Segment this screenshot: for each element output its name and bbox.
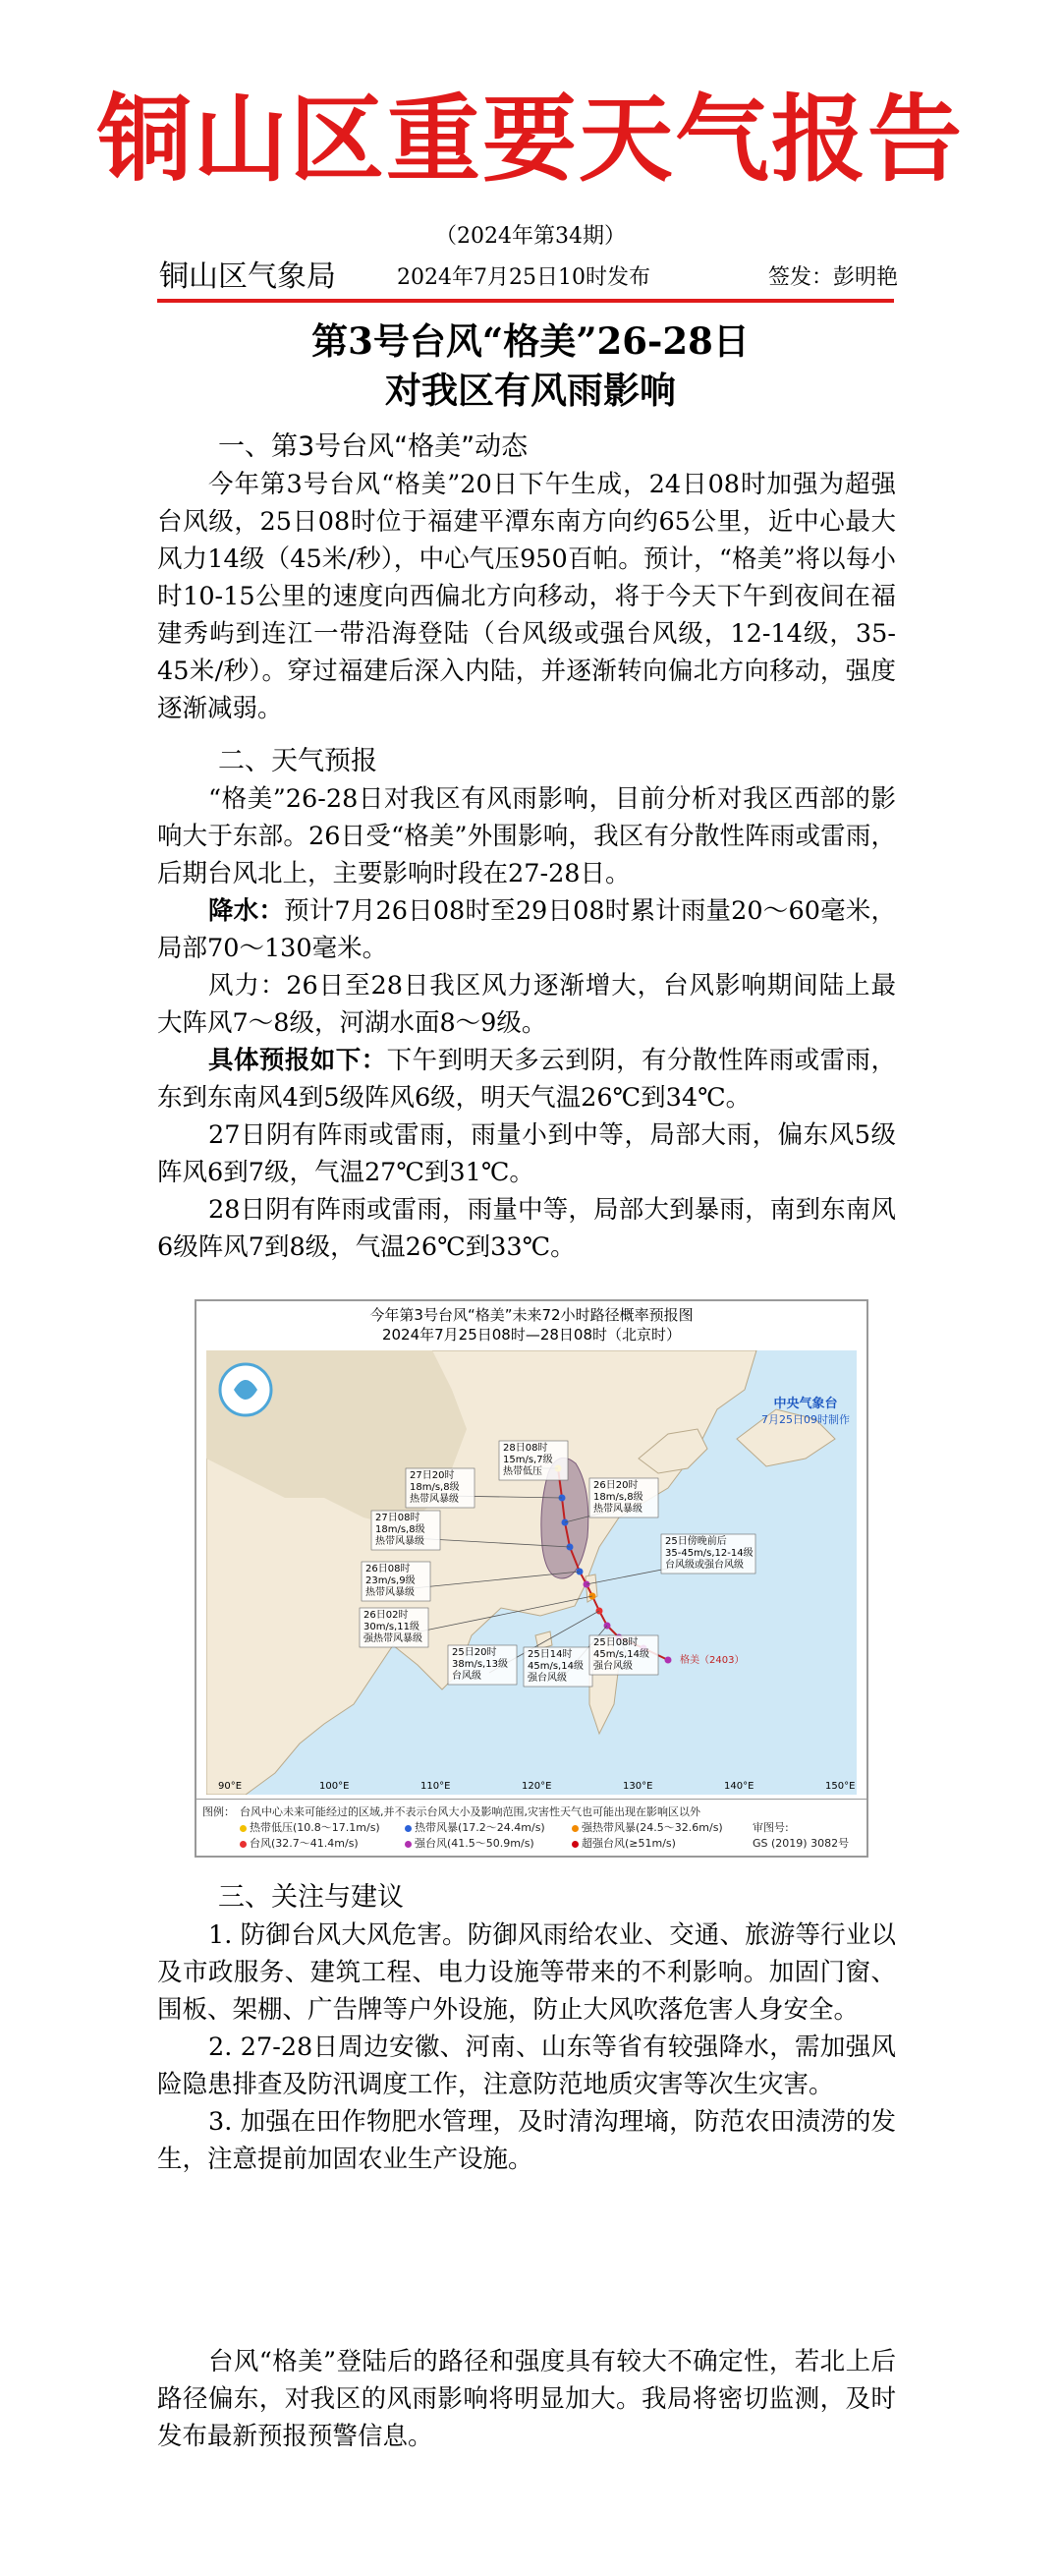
forecast-label-text: 强热带风暴级 xyxy=(363,1633,422,1644)
legend-item-sts: 强热带风暴(24.5～32.6m/s) xyxy=(572,1821,723,1835)
map-producer-name: 中央气象台 xyxy=(773,1397,838,1411)
forecast-label-text: 45m/s,14级 xyxy=(528,1661,584,1672)
longitude-tick-label: 90°E xyxy=(218,1781,243,1792)
wind-label: 风力： xyxy=(208,971,287,1001)
longitude-tick-label: 130°E xyxy=(623,1781,653,1792)
legend-cone-note: 台风中心未来可能经过的区域,并不表示台风大小及影响范围,灾害性天气也可能出现在影响区以外 xyxy=(240,1805,700,1818)
forecast-label-text: 台风级 xyxy=(452,1671,481,1682)
section-advice xyxy=(157,1879,896,2178)
forecast-label-text: 45m/s,14级 xyxy=(593,1649,649,1660)
typhoon-track-map xyxy=(195,1299,868,1858)
wind-text: 26日至28日我区风力逐渐增大，台风影响期间陆上最大阵风7～8级，河湖水面8～9级。 xyxy=(157,971,896,1038)
map-title: 今年第3号台风“格美”未来72小时路径概率预报图 xyxy=(369,1306,694,1324)
forecast-label-text: 27日08时 xyxy=(375,1513,420,1523)
longitude-tick-label: 110°E xyxy=(420,1781,451,1792)
forecast-label-text: 热带风暴级 xyxy=(410,1494,459,1505)
legend-dot-icon xyxy=(572,1841,579,1848)
legend-item-sty: 强台风(41.5～50.9m/s) xyxy=(405,1837,534,1851)
forecast-label-text: 26日02时 xyxy=(363,1610,409,1621)
longitude-tick-label: 100°E xyxy=(319,1781,350,1792)
red-divider xyxy=(157,299,894,303)
agency-name: 铜山区气象局 xyxy=(159,259,336,294)
detail-label: 具体预报如下： xyxy=(208,1046,387,1075)
wind-forecast xyxy=(157,967,896,1042)
section2-heading: 二、天气预报 xyxy=(218,746,377,776)
review-number: GS (2019) 3082号 xyxy=(753,1837,850,1850)
legend-item-ts: 热带风暴(17.2～24.4m/s) xyxy=(405,1821,545,1835)
longitude-tick-label: 150°E xyxy=(825,1781,856,1792)
forecast-label-text: 25日14时 xyxy=(528,1649,573,1660)
detail-forecast xyxy=(157,1042,896,1116)
rain-text: 预计7月26日08时至29日08时累计雨量20～60毫米，局部70～130毫米。 xyxy=(157,896,896,963)
legend-dot-icon xyxy=(405,1841,412,1848)
section-typhoon-status xyxy=(157,429,896,727)
forecast-label-text: 热带低压 xyxy=(503,1466,542,1477)
closing-note xyxy=(157,2343,896,2455)
signer: 签发：彭明艳 xyxy=(767,265,898,290)
day27-forecast: 27日阴有阵雨或雷雨，雨量小到中等，局部大雨，偏东风5级阵风6到7级，气温27℃到31℃。 xyxy=(157,1120,896,1187)
rain-forecast xyxy=(157,892,896,967)
section1-paragraph: 今年第3号台风“格美”20日下午生成，24日08时加强为超强台风级，25日08时位于福建平潭东南方向约65公里，近中心最大风力14级（45米/秒），中心气压950百帕。预计，“格美”将以每小时10-15公里的速度向西偏北方向移动，将于今天下午到夜间在福建秀屿到连江一带沿海登陆（台风级或强台风级，12-14级，35-45米/秒）。穿过福建后深入内陆，并逐渐转向偏北方向移动，强度逐渐减弱。 xyxy=(157,470,896,723)
legend-item-td: 热带低压(10.8～17.1m/s) xyxy=(240,1821,380,1835)
forecast-label-text: 热带风暴级 xyxy=(365,1587,415,1598)
forecast-label-text: 25日08时 xyxy=(593,1637,639,1648)
advice-item-2: 2. 27-28日周边安徽、河南、山东等省有较强降水，需加强风险隐患排查及防汛调度工作，注意防范地质灾害等次生灾害。 xyxy=(157,2032,896,2099)
longitude-tick-label: 120°E xyxy=(522,1781,552,1792)
past-track-point xyxy=(665,1657,672,1664)
forecast-label-text: 26日08时 xyxy=(365,1564,411,1574)
forecast-label-text: 15m/s,7级 xyxy=(503,1455,553,1465)
detail-text: 下午到明天多云到阴，有分散性阵雨或雷雨，东到东南风4到5级阵风6级，明天气温26℃到34℃。 xyxy=(157,1046,896,1113)
legend-dot-icon xyxy=(240,1825,247,1832)
longitude-tick-label: 140°E xyxy=(724,1781,754,1792)
forecast-label-text: 25日20时 xyxy=(452,1647,497,1658)
map-title-block xyxy=(196,1305,866,1345)
forecast-label-text: 强台风级 xyxy=(528,1673,567,1684)
forecast-label-text: 18m/s,8级 xyxy=(593,1492,643,1503)
forecast-label-text: 热带风暴级 xyxy=(593,1504,642,1515)
rain-label: 降水： xyxy=(208,896,285,926)
legend-dot-icon xyxy=(240,1841,247,1848)
legend-item-supty: 超强台风(≥51m/s) xyxy=(572,1837,676,1851)
forecast-label-text: 25日傍晚前后 xyxy=(665,1536,727,1547)
forecast-label-text: 38m/s,13级 xyxy=(452,1659,508,1670)
info-line xyxy=(159,258,898,297)
review-label: 审图号: xyxy=(753,1821,789,1834)
section3-heading: 三、关注与建议 xyxy=(218,1882,404,1913)
map-subtitle: 2024年7月25日08时—28日08时（北京时） xyxy=(381,1326,682,1344)
forecast-label-text: 28日08时 xyxy=(503,1443,548,1454)
forecast-label-text: 热带风暴级 xyxy=(375,1536,424,1547)
forecast-label-text: 35-45m/s,12-14级 xyxy=(665,1548,754,1559)
forecast-label-text: 18m/s,8级 xyxy=(375,1524,425,1535)
forecast-label-text: 强台风级 xyxy=(593,1661,633,1672)
legend-dot-icon xyxy=(572,1825,579,1832)
forecast-label-text: 27日20时 xyxy=(410,1470,455,1481)
legend-dot-icon xyxy=(405,1825,412,1832)
map-canvas xyxy=(206,1350,857,1795)
forecast-label-text: 18m/s,8级 xyxy=(410,1482,460,1493)
advice-item-1: 1. 防御台风大风危害。防御风雨给农业、交通、旅游等行业以及市政服务、建筑工程、电力设施等带来的不利影响。加固门窗、围板、架棚、广告牌等户外设施，防止大风吹落危害人身安全。 xyxy=(157,1920,896,2025)
report-title-line2: 对我区有风雨影响 xyxy=(385,369,676,412)
report-title-line1: 第3号台风“格美”26-28日 xyxy=(311,319,750,363)
publish-time: 2024年7月25日10时发布 xyxy=(397,265,650,290)
issue-number: （2024年第34期） xyxy=(435,224,626,249)
legend-item-ty: 台风(32.7～41.4m/s) xyxy=(240,1837,359,1851)
forecast-label-text: 台风级或强台风级 xyxy=(665,1560,744,1571)
forecast-label-text: 23m/s,9级 xyxy=(365,1575,416,1586)
day28-forecast: 28日阴有阵雨或雷雨，雨量中等，局部大到暴雨，南到东南风6级阵风7到8级，气温26℃到33℃。 xyxy=(157,1195,896,1262)
report-masthead: 铜山区重要天气报告 xyxy=(97,85,964,195)
section-forecast xyxy=(157,743,896,1266)
forecast-label-text: 26日20时 xyxy=(593,1480,639,1491)
map-legend xyxy=(196,1799,866,1857)
closing-paragraph: 台风“格美”登陆后的路径和强度具有较大不确定性，若北上后路径偏东，对我区的风雨影响将明显加大。我局将密切监测，及时发布最新预报预警信息。 xyxy=(157,2347,896,2451)
advice-item-3: 3. 加强在田作物肥水管理，及时清沟理墒，防范农田渍涝的发生，注意提前加固农业生产设施。 xyxy=(157,2107,896,2174)
typhoon-name-label: 格美（2403） xyxy=(680,1655,745,1666)
forecast-label-text: 30m/s,11级 xyxy=(363,1622,419,1632)
legend-title: 图例： xyxy=(202,1805,235,1818)
map-producer-time: 7月25日09时制作 xyxy=(761,1413,850,1426)
section1-heading: 一、第3号台风“格美”动态 xyxy=(218,431,529,462)
forecast-intro: “格美”26-28日对我区有风雨影响，目前分析对我区西部的影响大于东部。26日受“格美”外围影响，我区有分散性阵雨或雷雨，后期台风北上，主要影响时段在27-28日。 xyxy=(157,784,896,888)
